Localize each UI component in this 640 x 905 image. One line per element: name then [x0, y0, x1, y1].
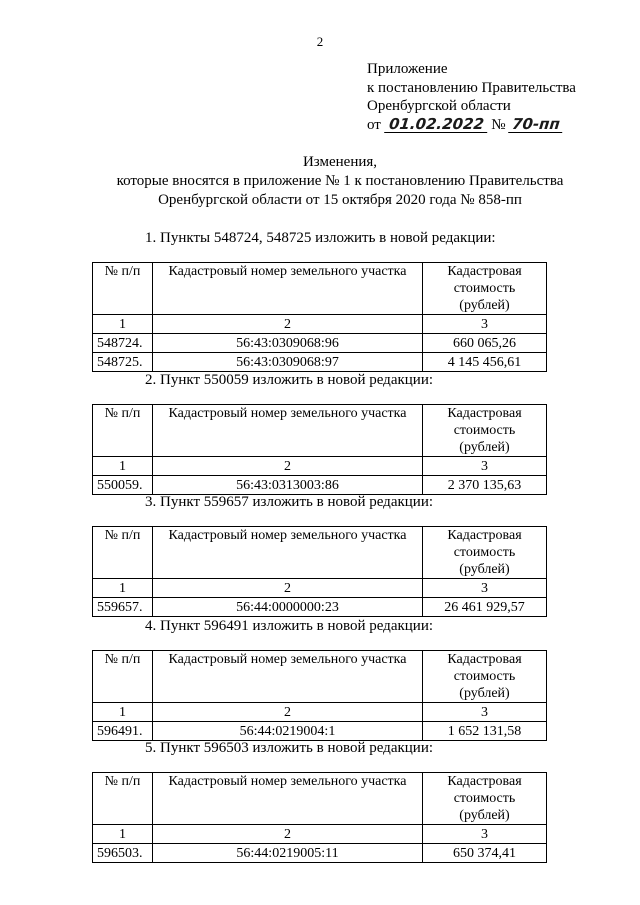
- table-header-row: [93, 527, 547, 579]
- table-index-row: [93, 457, 547, 476]
- appendix-block: [367, 60, 576, 134]
- table-header-row: [93, 651, 547, 703]
- section-1-heading: 1. Пункты 548724, 548725 изложить в новой редакции:: [145, 230, 496, 246]
- table-index-row: [93, 315, 547, 334]
- section-2-table: [92, 404, 547, 495]
- document-title: [80, 153, 600, 210]
- header-col-cost: Кадастровая стоимость (рублей): [423, 263, 547, 315]
- header-col-cadastral: Кадастровый номер земельного участка: [153, 527, 423, 579]
- index-3: 3: [423, 315, 547, 334]
- index-1: 1: [93, 703, 153, 722]
- section-4-table: [92, 650, 547, 741]
- index-2: 2: [153, 579, 423, 598]
- table-index-row: [93, 703, 547, 722]
- index-2: 2: [153, 457, 423, 476]
- table-row: [93, 334, 547, 353]
- title-line-2: которые вносятся в приложение № 1 к постановлению Правительства: [116, 173, 564, 189]
- table-header-row: [93, 773, 547, 825]
- index-3: 3: [423, 579, 547, 598]
- appendix-line-3: Оренбургской области: [367, 98, 511, 114]
- page-number: 2: [316, 34, 324, 49]
- section-5-heading: 5. Пункт 596503 изложить в новой редакции:: [145, 740, 434, 756]
- index-3: 3: [423, 457, 547, 476]
- appendix-date-line: [367, 116, 576, 135]
- index-1: 1: [93, 457, 153, 476]
- section-5-table: [92, 772, 547, 863]
- header-col-cadastral: Кадастровый номер земельного участка: [153, 651, 423, 703]
- header-col-cadastral: Кадастровый номер земельного участка: [153, 773, 423, 825]
- row-cost: 660 065,26: [423, 334, 547, 353]
- row-cadastral: 56:44:0219004:1: [153, 722, 423, 741]
- row-cadastral: 56:43:0309068:97: [153, 353, 423, 372]
- title-line-1: Изменения,: [302, 154, 378, 170]
- header-col-number: № п/п: [93, 527, 153, 579]
- table-index-row: [93, 579, 547, 598]
- table-row: [93, 844, 547, 863]
- appendix-line-2: к постановлению Правительства: [367, 79, 576, 96]
- header-col-number: № п/п: [93, 773, 153, 825]
- header-col-number: № п/п: [93, 651, 153, 703]
- header-col-cadastral: Кадастровый номер земельного участка: [153, 405, 423, 457]
- date-prefix: от: [367, 116, 381, 133]
- header-col-cost: Кадастровая стоимость (рублей): [423, 773, 547, 825]
- section-3-heading: 3. Пункт 559657 изложить в новой редакции:: [145, 494, 434, 510]
- number-sign: №: [491, 116, 506, 133]
- row-number: 596503.: [93, 844, 153, 863]
- index-3: 3: [423, 825, 547, 844]
- row-cadastral: 56:44:0219005:11: [153, 844, 423, 863]
- index-2: 2: [153, 825, 423, 844]
- row-number: 559657.: [93, 598, 153, 617]
- row-number: 596491.: [93, 722, 153, 741]
- header-col-cost: Кадастровая стоимость (рублей): [423, 527, 547, 579]
- table-index-row: [93, 825, 547, 844]
- row-cadastral: 56:44:0000000:23: [153, 598, 423, 617]
- header-col-number: № п/п: [93, 405, 153, 457]
- row-cost: 4 145 456,61: [423, 353, 547, 372]
- row-cadastral: 56:43:0313003:86: [153, 476, 423, 495]
- row-number: 548724.: [93, 334, 153, 353]
- table-row: [93, 353, 547, 372]
- row-cost: 26 461 929,57: [423, 598, 547, 617]
- row-number: 548725.: [93, 353, 153, 372]
- table-row: [93, 598, 547, 617]
- header-col-cost: Кадастровая стоимость (рублей): [423, 651, 547, 703]
- row-cadastral: 56:43:0309068:96: [153, 334, 423, 353]
- section-4-heading: 4. Пункт 596491 изложить в новой редакции:: [145, 618, 434, 634]
- table-row: [93, 476, 547, 495]
- title-line-3: Оренбургской области от 15 октября 2020 года № 858-пп: [158, 192, 522, 208]
- section-3-table: [92, 526, 547, 617]
- index-1: 1: [93, 825, 153, 844]
- handwritten-number: 70-пп: [508, 117, 564, 133]
- index-2: 2: [153, 703, 423, 722]
- index-1: 1: [93, 315, 153, 334]
- appendix-line-1: Приложение: [367, 61, 448, 77]
- row-cost: 650 374,41: [423, 844, 547, 863]
- table-header-row: [93, 263, 547, 315]
- index-3: 3: [423, 703, 547, 722]
- header-col-cadastral: Кадастровый номер земельного участка: [153, 263, 423, 315]
- handwritten-date: 01.02.2022: [384, 117, 489, 133]
- index-2: 2: [153, 315, 423, 334]
- table-header-row: [93, 405, 547, 457]
- header-col-cost: Кадастровая стоимость (рублей): [423, 405, 547, 457]
- index-1: 1: [93, 579, 153, 598]
- row-cost: 2 370 135,63: [423, 476, 547, 495]
- table-row: [93, 722, 547, 741]
- section-2-heading: 2. Пункт 550059 изложить в новой редакции:: [145, 372, 434, 388]
- row-cost: 1 652 131,58: [423, 722, 547, 741]
- row-number: 550059.: [93, 476, 153, 495]
- section-1-table: [92, 262, 547, 372]
- header-col-number: № п/п: [93, 263, 153, 315]
